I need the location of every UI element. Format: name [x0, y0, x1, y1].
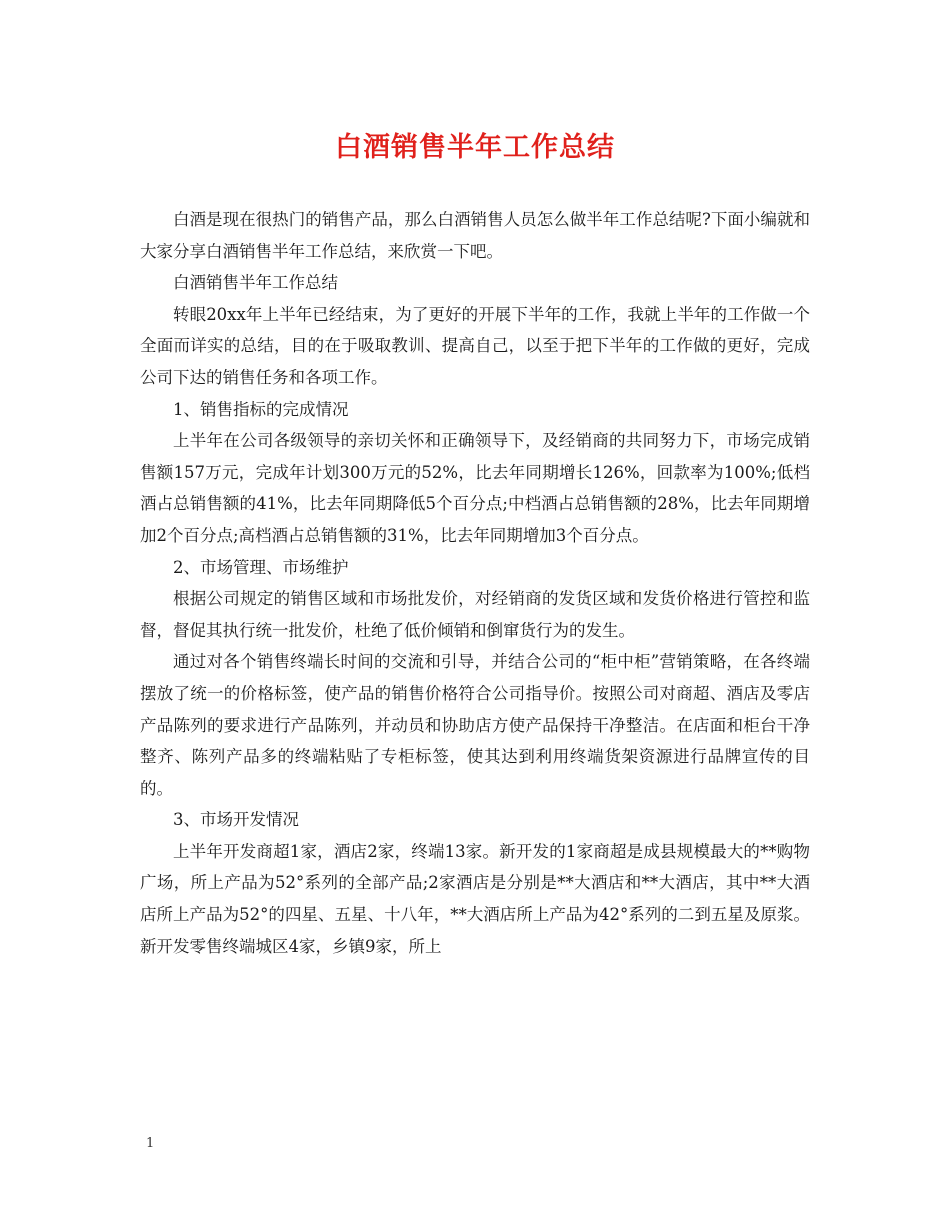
document-body — [140, 204, 810, 962]
section-heading-market-management: 2、市场管理、市场维护 — [173, 557, 349, 577]
paragraph-subtitle: 白酒销售半年工作总结 — [173, 273, 338, 293]
paragraph-overview: 转眼20xx年上半年已经结束，为了更好的开展下半年的工作，我就上半年的工作做一个全面而详实的总结，目的在于吸取教训、提高自己，以至于把下半年的工作做的更好，完成公司下达的销售任务和各项工作。 — [140, 304, 810, 387]
paragraph-intro: 白酒是现在很热门的销售产品，那么白酒销售人员怎么做半年工作总结呢?下面小编就和大家分享白酒销售半年工作总结，来欣赏一下吧。 — [140, 210, 810, 261]
paragraph-market-management-2: 通过对各个销售终端长时间的交流和引导，并结合公司的“柜中柜”营销策略，在各终端摆放了统一的价格标签，使产品的销售价格符合公司指导价。按照公司对商超、酒店及零店产品陈列的要求进行产品陈列，并动员和协助店方使产品保持干净整洁。在店面和柜台干净整齐、陈列产品多的终端粘贴了专柜标签，使其达到利用终端货架资源进行品牌宣传的目的。 — [140, 652, 810, 798]
paragraph-sales-targets: 上半年在公司各级领导的亲切关怀和正确领导下，及经销商的共同努力下，市场完成销售额157万元，完成年计划300万元的52%，比去年同期增长126%，回款率为100%;低档酒占总销售额的41%，比去年同期降低5个百分点;中档酒占总销售额的28%，比去年同期增加2个百分点;高档酒占总销售额的31%，比去年同期增加3个百分点。 — [140, 431, 810, 545]
section-heading-sales-targets: 1、销售指标的完成情况 — [173, 399, 349, 419]
section-heading-market-development: 3、市场开发情况 — [173, 810, 299, 830]
paragraph-market-management-1: 根据公司规定的销售区域和市场批发价，对经销商的发货区域和发货价格进行管控和监督，督促其执行统一批发价，杜绝了低价倾销和倒窜货行为的发生。 — [140, 589, 810, 640]
document-title: 白酒销售半年工作总结 — [335, 132, 615, 163]
paragraph-market-development: 上半年开发商超1家，酒店2家，终端13家。新开发的1家商超是成县规模最大的**购物广场，所上产品为52°系列的全部产品;2家酒店是分别是**大酒店和**大酒店，其中**大酒店所上产品为52°的四星、五星、十八年，**大酒店所上产品为42°系列的二到五星及原浆。新开发零售终端城区4家，乡镇9家，所上 — [140, 841, 810, 956]
page-number: 1 — [146, 1136, 155, 1151]
